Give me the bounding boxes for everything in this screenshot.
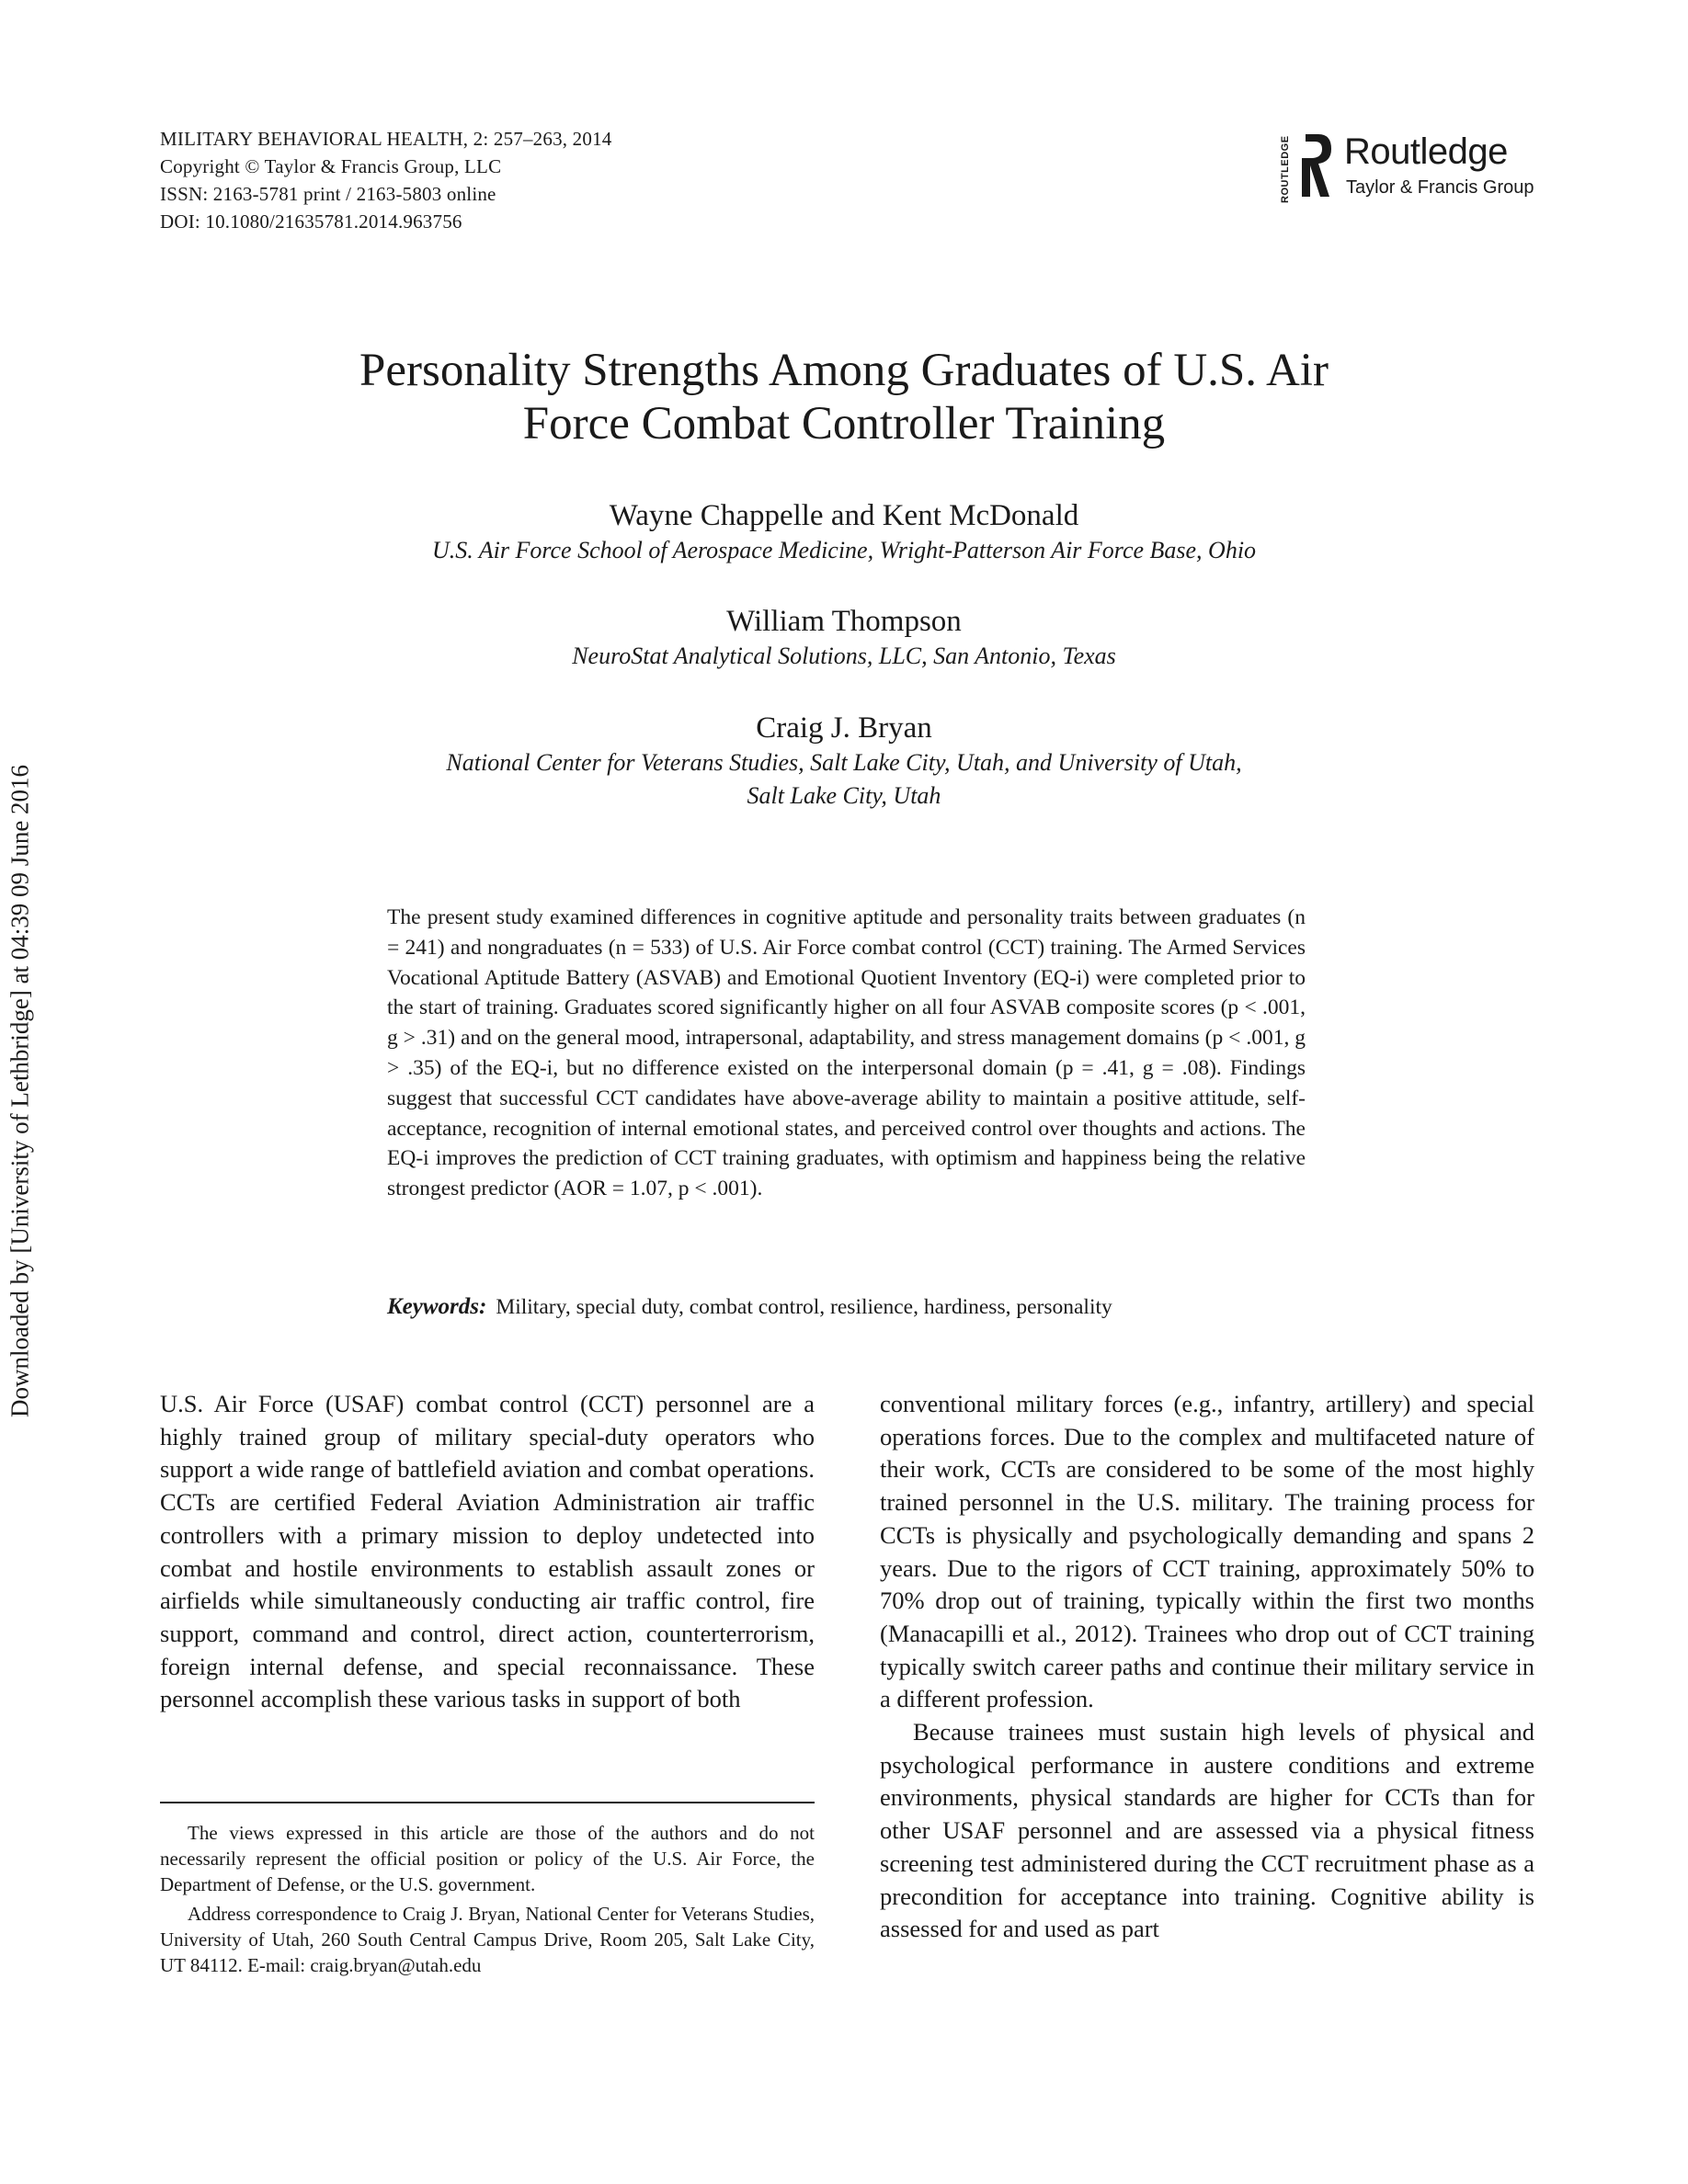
footnotes xyxy=(160,1820,815,1982)
affiliation-line: Salt Lake City, Utah xyxy=(747,782,941,809)
author-name: Craig J. Bryan xyxy=(756,711,932,745)
keywords-label: Keywords: xyxy=(387,1294,487,1319)
author-affiliation xyxy=(184,534,1504,567)
download-stamp-text: Downloaded by [University of Lethbridge] at 04:39 09 June 2016 xyxy=(6,764,34,1418)
affiliation-line: U.S. Air Force School of Aerospace Medicine, Wright-Patterson Air Force Base, Ohio xyxy=(431,537,1257,563)
author-group-3 xyxy=(184,710,1504,813)
publisher-name: Routledge xyxy=(1344,131,1508,172)
author-group-1 xyxy=(184,497,1504,567)
body-column-left xyxy=(160,1388,815,1716)
footnote-correspondence: Address correspondence to Craig J. Bryan, National Center for Veterans Studies, University of Utah, 260 South Central Campus Drive, Room 205, Salt Lake City, UT 84112. E-mail: craig.bryan@utah.edu xyxy=(160,1903,815,1976)
journal-issn: ISSN: 2163-5781 print / 2163-5803 online xyxy=(160,183,496,205)
body-column-right xyxy=(880,1388,1534,1946)
body-paragraph: conventional military forces (e.g., infantry, artillery) and special operations forces. Due to the complex and multifaceted nature of their work, CCTs are considered to be some of the most highly trained personnel in the U.S. military. The training process for CCTs is physically and psychologically demanding and spans 2 years. Due to the rigors of CCT training, approximately 50% to 70% drop out of training, typically within the first two months (Manacapilli et al., 2012). Trainees who drop out of CCT training typically switch career paths and continue their military service in a different profession. xyxy=(880,1390,1534,1713)
title-line-1: Personality Strengths Among Graduates of U.S. Air xyxy=(359,345,1329,396)
journal-info xyxy=(160,125,859,235)
journal-citation: MILITARY BEHAVIORAL HEALTH, 2: 257–263, 2014 xyxy=(160,128,612,150)
author-affiliation xyxy=(184,746,1504,813)
journal-copyright: Copyright © Taylor & Francis Group, LLC xyxy=(160,155,502,177)
abstract: The present study examined differences in cognitive aptitude and personality traits between graduates (n = 241) and nongraduates (n = 533) of U.S. Air Force combat control (CCT) training. The Armed Services Vocational Aptitude Battery (ASVAB) and Emotional Quotient Inventory (EQ-i) were completed prior to the start of training. Graduates scored significantly higher on all four ASVAB composite scores (p < .001, g > .31) and on the general mood, intrapersonal, adaptability, and stress management domains (p < .001, g > .35) of the EQ-i, but no difference existed on the interpersonal domain (p = .41, g = .08). Findings suggest that successful CCT candidates have above-average ability to maintain a positive attitude, self-acceptance, recognition of internal emotional states, and perceived control over thoughts and actions. The EQ-i improves the prediction of CCT training graduates, with optimism and happiness being the relative strongest predictor (AOR = 1.07, p < .001). xyxy=(387,905,1306,1201)
journal-doi: DOI: 10.1080/21635781.2014.963756 xyxy=(160,210,462,233)
affiliation-line: National Center for Veterans Studies, Salt Lake City, Utah, and University of Utah, xyxy=(446,749,1242,776)
routledge-r-icon xyxy=(1298,131,1335,204)
article-title xyxy=(184,344,1504,450)
author-group-2 xyxy=(184,603,1504,673)
keywords-text: Military, special duty, combat control, resilience, hardiness, personality xyxy=(496,1295,1112,1319)
publisher-logo xyxy=(1280,131,1546,213)
body-paragraph: Because trainees must sustain high levels of physical and psychological performance in austere conditions and extreme environments, physical standards are higher for CCTs than for other USAF personnel and are assessed via a physical fitness screening test administered during the CCT recruitment phase as a precondition for acceptance into training. Cognitive ability is assessed for and used as part xyxy=(880,1718,1534,1943)
author-affiliation xyxy=(184,640,1504,673)
body-paragraph: U.S. Air Force (USAF) combat control (CCT) personnel are a highly trained group of military special-duty operators who support a wide range of battlefield aviation and combat operations. CCTs are certified Federal Aviation Administration air traffic controllers with a primary mission to deploy undetected into combat and hostile environments to establish assault zones or airfields while simultaneously conducting air traffic control, fire support, command and control, direct action, counterterrorism, foreign internal defense, and special reconnaissance. These personnel accomplish these various tasks in support of both xyxy=(160,1390,815,1713)
download-stamp xyxy=(0,0,37,2184)
footnote-disclaimer: The views expressed in this article are those of the authors and do not necessarily represent the official position or policy of the U.S. Air Force, the Department of Defense, or the U.S. government. xyxy=(160,1822,815,1895)
footnote-divider xyxy=(160,1802,815,1803)
title-line-2: Force Combat Controller Training xyxy=(522,398,1166,449)
affiliation-line: NeuroStat Analytical Solutions, LLC, San Antonio, Texas xyxy=(572,643,1116,669)
logo-vertical-text: ROUTLEDGE xyxy=(1280,135,1291,203)
author-name: William Thompson xyxy=(726,605,962,638)
keywords xyxy=(387,1292,1306,1322)
publisher-subname: Taylor & Francis Group xyxy=(1346,177,1534,198)
author-name: Wayne Chappelle and Kent McDonald xyxy=(609,499,1079,532)
